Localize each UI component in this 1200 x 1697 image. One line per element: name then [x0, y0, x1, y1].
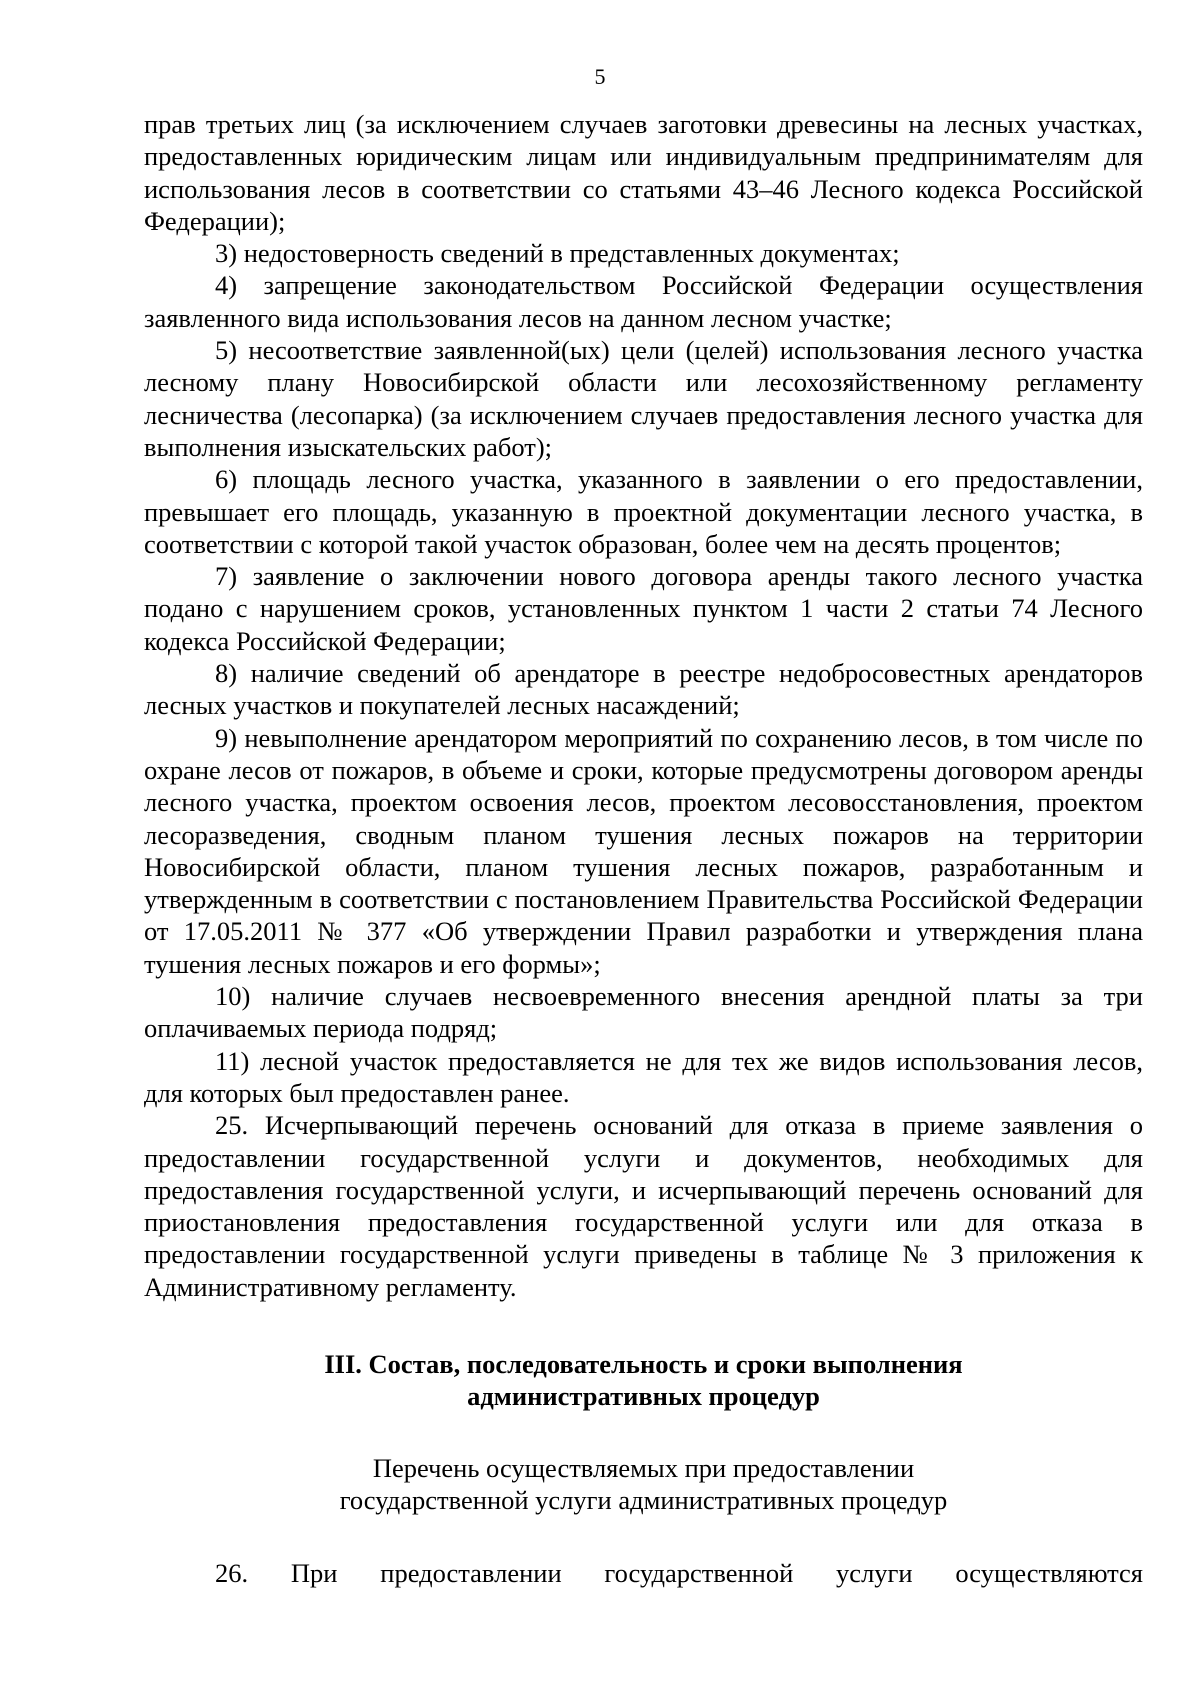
list-item-5: 5) несоответствие заявленной(ых) цели (целей) использования лесного участка лесному плану Новосибирской области или лесохозяйственному регламенту лесничества (лесопарка) (за исключением случаев предоставления лесного участка для выполнения изыскательских работ); [144, 335, 1143, 462]
paragraph-25: 25. Исчерпывающий перечень оснований для отказа в приеме заявления о предоставлении государственной услуги и документов, необходимых для предоставления государственной услуги, и исчерпывающий перечень оснований для приостановления предоставления государственной услуги или для отказа в предоставлении государственной услуги приведены в таблице № 3 приложения к Административному регламенту. [144, 1110, 1143, 1302]
subsection-heading-line-1: Перечень осуществляемых при предоставлении [372, 1452, 915, 1483]
section-heading-line-2: административных процедур [467, 1381, 820, 1412]
list-item-10: 10) наличие случаев несвоевременного внесения арендной платы за три оплачиваемых периода подряд; [144, 981, 1143, 1044]
paragraph-26: 26. При предоставлении государственной услуги осуществляются [215, 1557, 1143, 1588]
subsection-heading [144, 1452, 1143, 1517]
section-heading-line-1: III. Состав, последовательность и сроки выполнения [324, 1348, 963, 1379]
list-item-3: 3) недостоверность сведений в представленных документах; [215, 238, 900, 269]
list-item-4: 4) запрещение законодательством Российской Федерации осуществления заявленного вида использования лесов на данном лесном участке; [144, 270, 1143, 333]
document-body [144, 108, 1143, 1589]
list-item-7: 7) заявление о заключении нового договора аренды такого лесного участка подано с нарушением сроков, установленных пунктом 1 части 2 статьи 74 Лесного кодекса Российской Федерации; [144, 561, 1143, 656]
paragraph-continuation: прав третьих лиц (за исключением случаев заготовки древесины на лесных участках, предоставленных юридическим лицам или индивидуальным предпринимателям для использования лесов в соответствии со статьями 43–46 Лесного кодекса Российской Федерации); [144, 109, 1143, 236]
section-heading [144, 1348, 1143, 1413]
list-item-8: 8) наличие сведений об арендаторе в реестре недобросовестных арендаторов лесных участков и покупателей лесных насаждений; [144, 658, 1143, 721]
list-item-11: 11) лесной участок предоставляется не для тех же видов использования лесов, для которых был предоставлен ранее. [144, 1045, 1143, 1108]
list-item-9: 9) невыполнение арендатором мероприятий по сохранению лесов, в том числе по охране лесов от пожаров, в объеме и сроки, которые предусмотрены договором аренды лесного участка, проектом освоения лесов, проектом лесовосстановления, проектом лесоразведения, сводным планом тушения лесных пожаров на территории Новосибирской области, планом тушения лесных пожаров, разработанным и утвержденным в соответствии с постановлением Правительства Российской Федерации от 17.05.2011 № 377 «Об утверждении Правил разработки и утверждения плана тушения лесных пожаров и его формы»; [144, 722, 1143, 979]
subsection-heading-line-2: государственной услуги административных процедур [339, 1485, 948, 1516]
page-number: 5 [594, 64, 606, 89]
list-item-6: 6) площадь лесного участка, указанного в заявлении о его предоставлении, превышает его площадь, указанную в проектной документации лесного участка, в соответствии с которой такой участок образован, более чем на десять процентов; [144, 464, 1143, 559]
